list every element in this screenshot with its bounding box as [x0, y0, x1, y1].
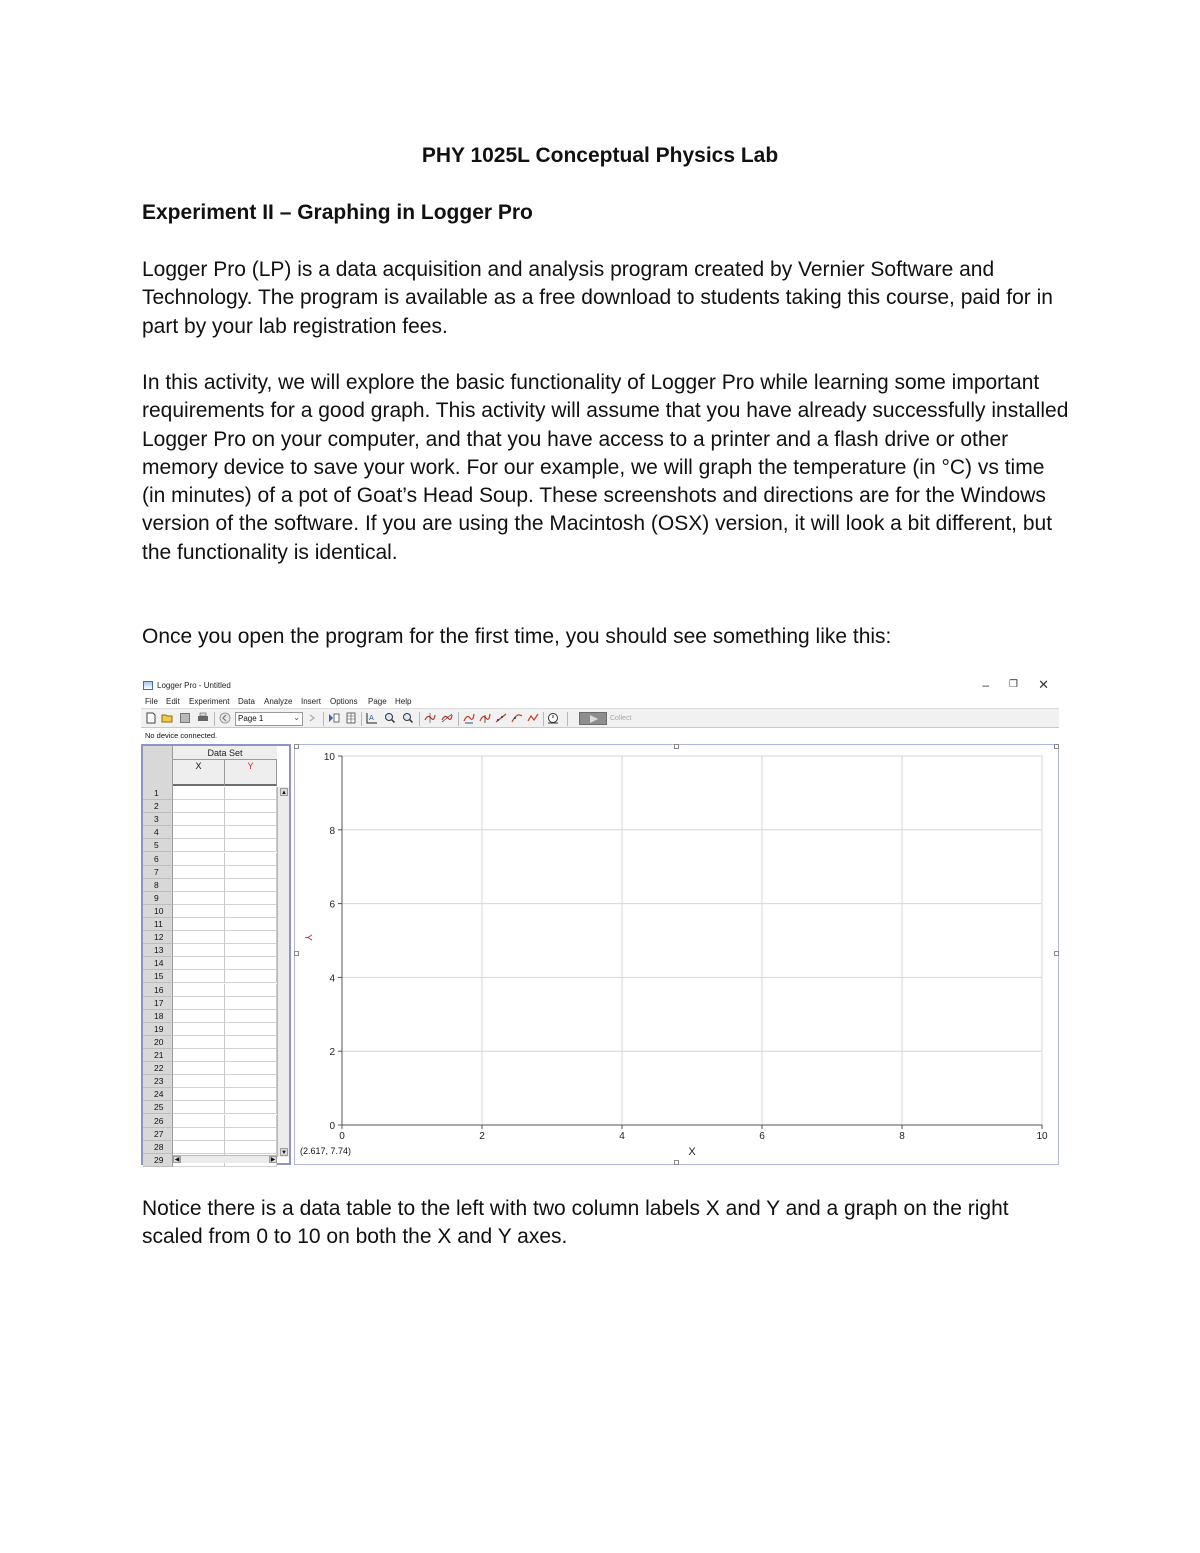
plot-area	[342, 756, 1042, 1125]
table-row[interactable]	[143, 1101, 277, 1114]
cell-y[interactable]	[225, 931, 277, 944]
row-number: 29	[143, 1154, 173, 1167]
cell-x[interactable]	[173, 997, 225, 1010]
menu-data[interactable]: Data	[238, 697, 255, 706]
row-number: 21	[143, 1049, 173, 1062]
table-horizontal-scrollbar[interactable]	[173, 1155, 277, 1163]
row-number: 15	[143, 970, 173, 983]
cell-x[interactable]	[173, 957, 225, 970]
x-tick-label: 0	[339, 1131, 345, 1142]
cell-x[interactable]	[173, 1075, 225, 1088]
row-number: 6	[143, 853, 173, 866]
row-number: 24	[143, 1088, 173, 1101]
cell-y[interactable]	[225, 839, 277, 852]
menu-insert[interactable]: Insert	[301, 697, 322, 706]
column-header-y[interactable]	[225, 760, 277, 786]
y-tick-label: 10	[323, 752, 335, 763]
resize-handle[interactable]	[294, 951, 299, 956]
device-status: No device connected.	[145, 731, 218, 740]
table-row[interactable]	[143, 879, 277, 892]
table-row[interactable]	[143, 853, 277, 866]
cell-x[interactable]	[173, 1010, 225, 1023]
cell-y[interactable]	[225, 1115, 277, 1128]
cell-x[interactable]	[173, 1128, 225, 1141]
table-row[interactable]	[143, 1036, 277, 1049]
cell-y[interactable]	[225, 944, 277, 957]
cell-y[interactable]	[225, 826, 277, 839]
menu-options[interactable]: Options	[330, 697, 358, 706]
page-select-value: Page 1	[238, 714, 264, 723]
y-tick-label: 8	[329, 825, 335, 837]
table-row[interactable]	[143, 1115, 277, 1128]
row-number: 16	[143, 984, 173, 997]
row-number: 13	[143, 944, 173, 957]
row-number: 4	[143, 826, 173, 839]
cell-x[interactable]	[173, 1088, 225, 1101]
table-row[interactable]	[143, 931, 277, 944]
row-number: 12	[143, 931, 173, 944]
row-number: 27	[143, 1128, 173, 1141]
restore-icon[interactable]: ❐	[1009, 679, 1018, 690]
open-folder-icon[interactable]	[161, 712, 173, 724]
cell-x[interactable]	[173, 905, 225, 918]
minimize-icon[interactable]: –	[982, 678, 989, 692]
x-tick-label: 6	[759, 1131, 765, 1142]
save-icon[interactable]	[179, 712, 191, 724]
cell-y[interactable]	[225, 853, 277, 866]
scroll-up-icon[interactable]: ▲	[281, 790, 287, 796]
chevron-down-icon: ⌄	[293, 713, 300, 722]
cell-y[interactable]	[225, 1088, 277, 1101]
new-file-icon[interactable]	[145, 712, 157, 724]
cell-x[interactable]	[173, 787, 225, 800]
next-page-icon[interactable]	[307, 712, 319, 724]
autoscale-icon[interactable]	[366, 712, 378, 724]
row-number: 17	[143, 997, 173, 1010]
dataset-header[interactable]: Data Set	[173, 746, 277, 760]
cell-x[interactable]	[173, 853, 225, 866]
linear-fit-icon[interactable]	[495, 712, 507, 724]
table-row[interactable]	[143, 918, 277, 931]
curve-fit-icon[interactable]	[511, 712, 523, 724]
table-rows	[143, 787, 277, 1165]
page-select[interactable]	[235, 712, 303, 726]
x-tick-label: 2	[479, 1131, 485, 1142]
y-axis-label: Y	[302, 934, 313, 941]
row-number: 1	[143, 787, 173, 800]
row-number: 3	[143, 813, 173, 826]
paragraph-activity: In this activity, we will explore the basic functionality of Logger Pro while learning some important requirements for a good graph. This activity will assume that you have already successfully installed Logger Pro on your computer, and that you have access to a printer and a flash drive or other memory device to save your work. For our example, we will graph the temperature (in °C) vs time (in minutes) of a pot of Goat’s Head Soup. These screenshots and directions are for the Windows version of the software. If you are using the Macintosh (OSX) version, it will look a bit different, but the functionality is identical.	[142, 371, 1069, 564]
integral-icon[interactable]	[479, 712, 491, 724]
resize-handle[interactable]	[674, 744, 679, 749]
cell-y[interactable]	[225, 970, 277, 983]
collect-label: Collect	[610, 715, 632, 722]
cell-y[interactable]	[225, 1023, 277, 1036]
table-row[interactable]	[143, 944, 277, 957]
y-tick-label: 2	[329, 1047, 335, 1059]
cell-x[interactable]	[173, 826, 225, 839]
cell-x[interactable]	[173, 918, 225, 931]
table-row[interactable]	[143, 1128, 277, 1141]
table-row[interactable]	[143, 892, 277, 905]
table-row[interactable]	[143, 997, 277, 1010]
row-number: 25	[143, 1101, 173, 1114]
coordinate-readout: (2.617, 7.74)	[300, 1146, 352, 1156]
cell-y[interactable]	[225, 813, 277, 826]
menu-analyze[interactable]: Analyze	[264, 697, 293, 706]
table-vertical-scrollbar[interactable]	[277, 787, 289, 1157]
table-row[interactable]	[143, 1141, 277, 1154]
paragraph-open-program: Once you open the program for the first time, you should see something like this:	[142, 625, 892, 648]
row-number: 22	[143, 1062, 173, 1075]
row-number: 10	[143, 905, 173, 918]
cell-y[interactable]	[225, 1062, 277, 1075]
cell-y[interactable]	[225, 918, 277, 931]
menu-page[interactable]: Page	[368, 697, 387, 706]
table-row[interactable]	[143, 800, 277, 813]
row-number: 26	[143, 1115, 173, 1128]
toolbar	[141, 708, 1059, 728]
examine-icon[interactable]	[424, 712, 436, 724]
svg-text:A: A	[369, 714, 374, 722]
resize-handle[interactable]	[1054, 744, 1059, 749]
scroll-right-icon[interactable]: ▶	[270, 1157, 276, 1163]
cell-x[interactable]	[173, 970, 225, 983]
statistics-icon[interactable]	[463, 712, 475, 724]
cell-y[interactable]	[225, 1075, 277, 1088]
row-number: 14	[143, 957, 173, 970]
cell-x[interactable]	[173, 839, 225, 852]
toolbar-separator	[567, 712, 568, 726]
cell-y[interactable]	[225, 1101, 277, 1114]
cell-y[interactable]	[225, 997, 277, 1010]
resize-handle[interactable]	[674, 1160, 679, 1165]
column-x-label: X	[195, 761, 202, 771]
row-number: 5	[143, 839, 173, 852]
window-titlebar	[141, 676, 1059, 696]
toolbar-separator	[419, 712, 420, 726]
cell-x[interactable]	[173, 1141, 225, 1154]
cell-x[interactable]	[173, 931, 225, 944]
graph-plot[interactable]	[295, 745, 1058, 1164]
cell-x[interactable]	[173, 800, 225, 813]
table-row[interactable]	[143, 1010, 277, 1023]
collect-button[interactable]	[579, 712, 607, 725]
table-row[interactable]	[143, 839, 277, 852]
column-y-label: Y	[247, 761, 254, 771]
cell-y[interactable]	[225, 1049, 277, 1062]
cell-y[interactable]	[225, 1141, 277, 1154]
menu-bar	[141, 696, 1059, 708]
cell-y[interactable]	[225, 879, 277, 892]
cell-x[interactable]	[173, 1101, 225, 1114]
table-row[interactable]	[143, 1023, 277, 1036]
cell-x[interactable]	[173, 1023, 225, 1036]
cell-x[interactable]	[173, 1049, 225, 1062]
print-icon[interactable]	[197, 712, 209, 724]
zoom-out-icon[interactable]	[402, 712, 414, 724]
table-row[interactable]	[143, 866, 277, 879]
row-number: 7	[143, 866, 173, 879]
table-row[interactable]	[143, 787, 277, 800]
window-title: Logger Pro - Untitled	[157, 681, 231, 690]
app-icon	[143, 681, 153, 690]
table-row[interactable]	[143, 1075, 277, 1088]
cell-y[interactable]	[225, 866, 277, 879]
x-tick-label: 10	[1036, 1131, 1048, 1142]
cell-y[interactable]	[225, 905, 277, 918]
cell-x[interactable]	[173, 879, 225, 892]
row-number: 19	[143, 1023, 173, 1036]
table-row[interactable]	[143, 813, 277, 826]
data-table[interactable]	[141, 744, 291, 1165]
y-tick-label: 4	[329, 973, 335, 985]
cell-x[interactable]	[173, 866, 225, 879]
menu-help[interactable]: Help	[395, 697, 412, 706]
model-icon[interactable]	[527, 712, 539, 724]
cell-x[interactable]	[173, 1036, 225, 1049]
table-row[interactable]	[143, 957, 277, 970]
cell-y[interactable]	[225, 1036, 277, 1049]
row-number: 2	[143, 800, 173, 813]
row-number: 9	[143, 892, 173, 905]
scroll-left-icon[interactable]: ◀	[174, 1157, 180, 1163]
paragraph-intro: Logger Pro (LP) is a data acquisition and analysis program created by Vernier Software and Technology. The program is available as a free download to students taking this course, paid for in part by your lab registration fees.	[142, 258, 1053, 338]
row-number: 23	[143, 1075, 173, 1088]
cell-y[interactable]	[225, 787, 277, 800]
cell-x[interactable]	[173, 1115, 225, 1128]
cell-x[interactable]	[173, 1062, 225, 1075]
toolbar-separator	[543, 712, 544, 726]
scroll-down-icon[interactable]: ▼	[281, 1150, 287, 1156]
x-tick-label: 4	[619, 1131, 625, 1142]
y-tick-label: 6	[329, 899, 335, 911]
cell-x[interactable]	[173, 892, 225, 905]
menu-edit[interactable]: Edit	[166, 697, 180, 706]
toolbar-separator	[458, 712, 459, 726]
tangent-icon[interactable]	[441, 712, 453, 724]
row-number: 8	[143, 879, 173, 892]
cell-x[interactable]	[173, 984, 225, 997]
paragraph-notice: Notice there is a data table to the left with two column labels X and Y and a graph on the right scaled from 0 to 10 on both the X and Y axes.	[142, 1197, 1009, 1249]
table-row[interactable]	[143, 1062, 277, 1075]
table-row[interactable]	[143, 905, 277, 918]
toolbar-separator	[361, 712, 362, 726]
x-axis-label: X	[688, 1146, 696, 1158]
table-icon[interactable]	[345, 712, 357, 724]
cell-x[interactable]	[173, 813, 225, 826]
row-number: 20	[143, 1036, 173, 1049]
table-row[interactable]	[143, 984, 277, 997]
back-page-icon[interactable]	[219, 712, 231, 724]
data-browser-icon[interactable]	[328, 712, 340, 724]
resize-handle[interactable]	[294, 744, 299, 749]
column-header-x[interactable]	[173, 760, 225, 786]
cell-y[interactable]	[225, 957, 277, 970]
y-tick-label: 0	[329, 1121, 335, 1132]
close-icon[interactable]: ✕	[1038, 677, 1049, 692]
stopwatch-icon[interactable]	[547, 712, 559, 724]
cell-y[interactable]	[225, 1010, 277, 1023]
table-row[interactable]	[143, 1049, 277, 1062]
table-row[interactable]	[143, 970, 277, 983]
menu-file[interactable]: File	[145, 697, 158, 706]
table-row[interactable]	[143, 1088, 277, 1101]
cell-y[interactable]	[225, 800, 277, 813]
table-row[interactable]	[143, 826, 277, 839]
cell-x[interactable]	[173, 944, 225, 957]
resize-handle[interactable]	[1054, 951, 1059, 956]
row-number: 11	[143, 918, 173, 931]
graph-panel[interactable]	[294, 744, 1059, 1165]
toolbar-separator	[323, 712, 324, 726]
cell-y[interactable]	[225, 1128, 277, 1141]
row-number: 28	[143, 1141, 173, 1154]
zoom-in-icon[interactable]	[384, 712, 396, 724]
x-tick-label: 8	[899, 1131, 905, 1142]
cell-y[interactable]	[225, 984, 277, 997]
cell-y[interactable]	[225, 892, 277, 905]
section-heading: Experiment II – Graphing in Logger Pro	[142, 201, 533, 224]
row-number: 18	[143, 1010, 173, 1023]
logger-pro-screenshot	[141, 676, 1059, 1165]
page-title: PHY 1025L Conceptual Physics Lab	[421, 144, 779, 167]
menu-experiment[interactable]: Experiment	[189, 697, 230, 706]
toolbar-separator	[214, 712, 215, 726]
